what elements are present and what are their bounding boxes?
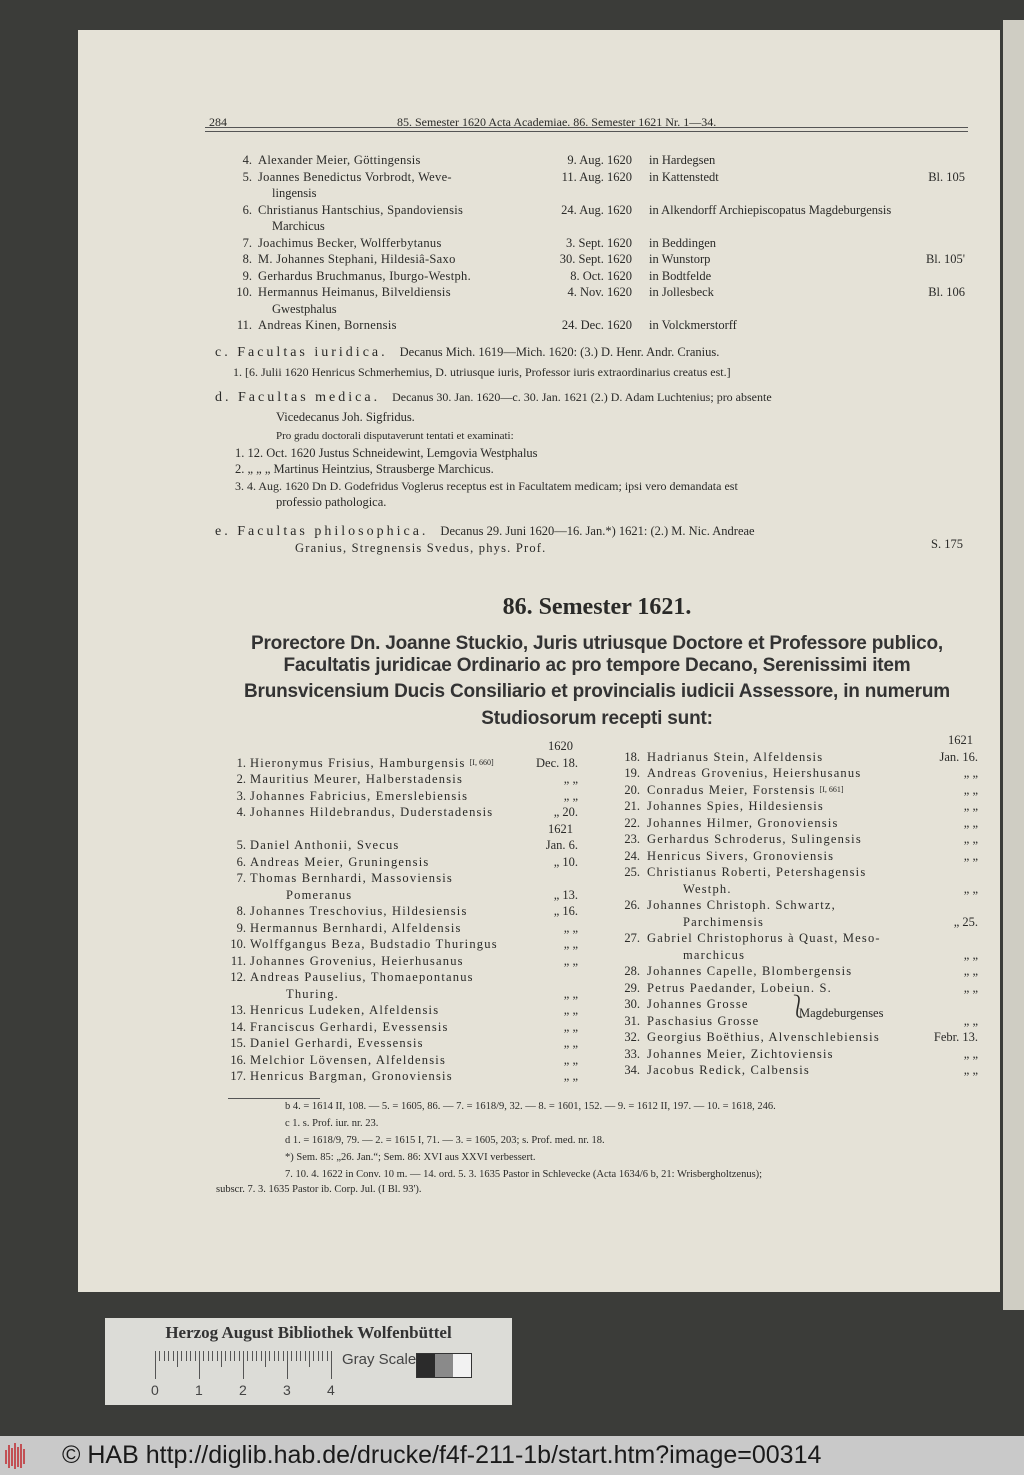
student-name: Johannes Grovenius, Heierhusanus (250, 953, 464, 968)
ruler-tick (318, 1351, 319, 1361)
student-number: 13. (230, 1003, 246, 1017)
student-name: Henricus Ludeken, Alfeldensis (250, 1003, 440, 1017)
student-date: Jan. 16. (939, 749, 978, 764)
student-name-wrap (647, 798, 824, 815)
student-name: Johannes Grosse (647, 997, 749, 1011)
ruler-tick (195, 1351, 196, 1361)
student-number: 3. (236, 788, 246, 803)
student-number: 20. (624, 782, 640, 797)
student-number: 8. (236, 904, 246, 918)
ruler-tick (309, 1351, 310, 1367)
student-name-wrap (647, 963, 852, 980)
ruler-tick (331, 1351, 332, 1379)
student-date: „ 16. (553, 904, 578, 918)
entry-place: in Jollesbeck (649, 285, 714, 299)
semester-subtitle: Studiosorum recepti sunt: (481, 708, 713, 729)
student-row (0, 1062, 1000, 1079)
entry-number: 9. (242, 268, 252, 283)
student-number: 15. (230, 1036, 246, 1050)
ruler-tick (252, 1351, 253, 1361)
student-name: Hadrianus Stein, Alfeldensis (647, 749, 824, 764)
list-item-continuation (0, 185, 1024, 202)
semester-subtitle: Brunsvicensium Ducis Consiliario et provincialis iudicii Assessore, in numerum (244, 681, 950, 702)
student-number: 19. (624, 766, 640, 780)
ruler-tick (291, 1351, 292, 1361)
footnote-line: *) Sem. 85: „26. Jan.“; Sem. 86: XVI aus XXVI verbessert. (285, 1152, 536, 1163)
ruler-tick (181, 1351, 182, 1361)
student-name: Petrus Paedander, Lobeiun. S. (647, 980, 832, 995)
student-date: „ „ (563, 772, 578, 786)
section-e-text: Decanus 29. Juni 1620—16. Jan.*) 1621: (2.) M. Nic. Andreae (440, 524, 755, 538)
student-number: 4. (236, 805, 246, 819)
ruler-tick (199, 1351, 200, 1379)
ruler-tick (283, 1351, 284, 1361)
ruler-tick (164, 1351, 165, 1361)
entry-name: Joachimus Becker, Wolfferbytanus (258, 235, 442, 250)
student-row (0, 963, 1000, 980)
list-item (0, 235, 1024, 252)
student-number: 18. (624, 749, 640, 764)
footnote-line: d 1. = 1618/9, 79. — 2. = 1615 I, 71. — 3. = 1605, 203; s. Prof. med. nr. 18. (285, 1135, 605, 1146)
student-row (0, 732, 1000, 749)
student-date: Febr. 13. (933, 1030, 978, 1044)
student-number: 21. (624, 799, 640, 813)
section-c-text: Decanus Mich. 1619—Mich. 1620: (3.) D. Henr. Andr. Cranius. (399, 345, 720, 359)
student-number: 5. (236, 838, 246, 852)
student-name: Daniel Anthonii, Svecus (250, 838, 400, 852)
student-date: „ „ (963, 782, 978, 797)
student-date: „ 10. (553, 854, 578, 869)
student-date: „ „ (963, 964, 978, 978)
ruler-tick (217, 1351, 218, 1361)
student-number: 10. (230, 937, 246, 951)
entry-ref: Bl. 106 (928, 285, 965, 299)
list-item-continuation (0, 218, 1024, 235)
student-row (0, 897, 1000, 914)
student-date: „ „ (963, 815, 978, 830)
section-e-text-cont: Granius, Stregnensis Svedus, phys. Prof. (295, 540, 547, 555)
student-name-wrap (647, 848, 834, 865)
entry-place: in Alkendorff Archiepiscopatus Magdeburgensis (649, 202, 892, 217)
entry-date: 24. Dec. 1620 (561, 318, 632, 332)
entry-number: 5. (242, 169, 252, 184)
ruler-tick (155, 1351, 156, 1379)
student-row (0, 1046, 1000, 1063)
ruler-tick (159, 1351, 160, 1361)
entry-number: 4. (242, 153, 252, 167)
student-number: 26. (624, 898, 640, 912)
student-number: 6. (236, 854, 246, 869)
student-number: 27. (624, 931, 640, 945)
footnote-line: b 4. = 1614 II, 108. — 5. = 1605, 86. — 7. = 1618/9, 32. — 8. = 1601, 152. — 9. = 1612 II, 197. — 10. = 1618, 246. (285, 1101, 776, 1112)
student-number: 14. (230, 1019, 246, 1034)
ruler-tick (327, 1351, 328, 1361)
student-number: 16. (230, 1052, 246, 1067)
student-name: Johannes Hilmer, Gronoviensis (647, 815, 839, 830)
ruler-tick (322, 1351, 323, 1361)
entry-place: in Hardegsen (649, 153, 716, 167)
entry-date: 9. Aug. 1620 (567, 153, 632, 167)
footnote-line: c 1. s. Prof. iur. nr. 23. (285, 1118, 379, 1129)
student-date: „ „ (563, 1036, 578, 1050)
student-name: Johannes Spies, Hildesiensis (647, 799, 824, 813)
student-name: Andreas Meier, Gruningensis (250, 854, 430, 869)
ruler-tick (243, 1351, 244, 1379)
student-name: Mauritius Meurer, Halberstadensis (250, 772, 464, 786)
ruler-tick (296, 1351, 297, 1361)
student-name: marchicus (683, 947, 746, 962)
student-name: Christianus Roberti, Petershagensis (647, 865, 867, 879)
student-name: Wolffgangus Beza, Budstadio Thuringus (250, 937, 498, 951)
entry-name-cont: lingensis (272, 186, 317, 200)
student-name-wrap (647, 815, 839, 832)
ruler-tick (208, 1351, 209, 1361)
scale-label: 4 (327, 1382, 335, 1398)
student-row (0, 831, 1000, 848)
student-date: „ „ (963, 881, 978, 896)
student-name: Hieronymus Frisius, Hamburgensis (250, 755, 466, 770)
entry-name-cont: Gwestphalus (272, 301, 337, 316)
student-row (0, 848, 1000, 865)
student-name-wrap (683, 914, 764, 931)
student-name: Hermannus Bernhardi, Alfeldensis (250, 920, 462, 935)
entry-name: Andreas Kinen, Bornensis (258, 318, 397, 332)
student-name: Gabriel Christophorus à Quast, Meso- (647, 931, 881, 945)
student-date: „ „ (963, 766, 978, 780)
section-d-subhead: Pro gradu doctorali disputaverunt tentati et examinati: (276, 430, 514, 442)
student-number: 23. (624, 832, 640, 846)
student-name: Andreas Grovenius, Heiershusanus (647, 766, 862, 780)
section-d-item-cont: professio pathologica. (276, 495, 387, 509)
student-date: Jan. 6. (545, 838, 578, 852)
section-b-list (0, 152, 1024, 334)
footnote-line: 7. 10. 4. 1622 in Conv. 10 m. — 14. ord. 5. 3. 1635 Pastor in Schlevecke (Acta 1634/6 b, 21: Wrisbergholtzenus); (285, 1169, 763, 1180)
student-name: Johannes Treschovius, Hildesiensis (250, 904, 468, 918)
student-name: Johannes Meier, Zichtoviensis (647, 1046, 834, 1061)
brace-mark: ⎱ (787, 993, 810, 1019)
student-name-wrap (683, 947, 745, 964)
student-name: Georgius Boëthius, Alvenschlebiensis (647, 1030, 880, 1044)
student-date: „ „ (563, 1019, 578, 1034)
student-row (0, 914, 1000, 931)
list-item (0, 152, 1024, 169)
student-name: Conradus Meier, Forstensis (647, 782, 816, 797)
student-number: 7. (236, 871, 246, 885)
entry-place: in Bodtfelde (649, 268, 712, 283)
list-item (0, 202, 1024, 219)
student-name-wrap (647, 1062, 810, 1079)
list-item (0, 284, 1024, 301)
ruler-tick (177, 1351, 178, 1367)
student-number: 12. (230, 970, 246, 984)
ruler-tick (269, 1351, 270, 1361)
student-name-wrap (647, 864, 866, 881)
student-number: 28. (624, 964, 640, 978)
student-name-wrap (647, 782, 844, 799)
student-name-wrap (647, 996, 749, 1013)
student-row (0, 930, 1000, 947)
ruler-tick (256, 1351, 257, 1361)
student-date: „ „ (563, 1052, 578, 1067)
entry-place: in Beddingen (649, 235, 717, 250)
student-date: „ 13. (553, 887, 578, 902)
student-row (0, 815, 1000, 832)
section-d-item: 2. „ „ „ Martinus Heintzius, Strausberge Marchicus. (235, 462, 494, 476)
ruler-tick (173, 1351, 174, 1361)
entry-number: 8. (242, 252, 252, 266)
student-number: 11. (230, 953, 246, 968)
section-e-ref: S. 175 (931, 536, 963, 551)
entry-place: in Volckmerstorff (649, 318, 737, 332)
scale-label: 0 (151, 1382, 159, 1398)
student-number: 1. (236, 755, 246, 770)
gray-scale-label: Gray Scale (342, 1351, 417, 1368)
entry-place: in Kattenstedt (649, 169, 719, 184)
semester-subtitle: Prorectore Dn. Joanne Stuckio, Juris utriusque Doctore et Professore publico, (251, 633, 943, 654)
section-d-text-cont: Vicedecanus Joh. Sigfridus. (276, 409, 415, 424)
student-name-wrap (647, 897, 836, 914)
footer-bar (0, 1436, 1024, 1475)
student-date: „ 20. (553, 805, 578, 819)
student-date: „ „ (563, 937, 578, 951)
entry-ref: Bl. 105 (928, 169, 965, 184)
student-number: 2. (236, 772, 246, 786)
student-number: 17. (230, 1069, 246, 1083)
student-number: 34. (624, 1063, 640, 1077)
entry-ref: Bl. 105' (925, 252, 965, 266)
student-name: Andreas Pauselius, Thomaepontanus (250, 970, 474, 984)
ruler-tick (247, 1351, 248, 1361)
footnote-rule (228, 1098, 320, 1099)
student-date: „ „ (563, 788, 578, 803)
library-color-card (105, 1318, 512, 1405)
entry-date: 30. Sept. 1620 (559, 252, 632, 266)
student-name: Paschasius Grosse (647, 1013, 760, 1028)
hab-logo-icon (4, 1442, 26, 1470)
student-row (0, 1029, 1000, 1046)
student-note: [I, 661] (819, 784, 844, 794)
ruler-tick (221, 1351, 222, 1367)
section-d-item: 1. 12. Oct. 1620 Justus Schneidewint, Lemgovia Westphalus (235, 445, 538, 460)
student-name-wrap (647, 930, 881, 947)
semester-subtitle: Facultatis juridicae Ordinario ac pro tempore Decano, Serenissimi item (283, 655, 911, 676)
student-date: „ „ (963, 1046, 978, 1061)
ruler-tick (230, 1351, 231, 1361)
student-date: „ „ (563, 953, 578, 968)
ruler-tick (212, 1351, 213, 1361)
library-name: Herzog August Bibliothek Wolfenbüttel (165, 1323, 452, 1342)
entry-name: Hermannus Heimanus, Bilveldiensis (258, 285, 451, 299)
list-item (0, 251, 1024, 268)
student-date: „ „ (563, 986, 578, 1001)
year-label: 1621 (948, 733, 973, 747)
section-d-title: d. Facultas medica. (215, 390, 381, 405)
entry-name-cont: Marchicus (272, 219, 325, 233)
gray-scale-swatch (416, 1353, 472, 1378)
student-number: 24. (624, 848, 640, 863)
student-row (0, 798, 1000, 815)
student-note: [I, 660] (469, 757, 494, 767)
entry-name: Joannes Benedictus Vorbrodt, Weve- (258, 169, 452, 184)
student-name-wrap (647, 1013, 759, 1030)
student-number: 30. (624, 997, 640, 1011)
student-number: 29. (624, 980, 640, 995)
student-name: Westph. (683, 881, 732, 896)
student-name: Jacobus Redick, Calbensis (647, 1063, 810, 1077)
footnote-line: subscr. 7. 3. 1635 Pastor ib. Corp. Jul. (I Bl. 93'). (216, 1184, 422, 1195)
ruler-tick (278, 1351, 279, 1361)
student-name: Pomeranus (286, 887, 353, 902)
section-d-item: 3. 4. Aug. 1620 Dn D. Godefridus Voglerus receptus est in Facultatem medicam; ipsi vero demandata est (235, 478, 738, 493)
section-e-title: e. Facultas philosophica. (215, 524, 429, 539)
scale-label: 2 (239, 1382, 247, 1398)
student-row (0, 980, 1000, 997)
student-row (0, 765, 1000, 782)
semester-heading: 86. Semester 1621. (502, 594, 692, 620)
student-date: „ „ (963, 848, 978, 863)
student-date: „ „ (563, 1003, 578, 1017)
student-name: Gerhardus Schroderus, Sulingensis (647, 832, 862, 846)
student-name: Parchimensis (683, 914, 765, 929)
ruler-tick (225, 1351, 226, 1361)
student-name: Henricus Sivers, Gronoviensis (647, 848, 835, 863)
student-name: Johannes Hildebrandus, Duderstadensis (250, 805, 494, 819)
student-name: Daniel Gerhardi, Evessensis (250, 1036, 424, 1050)
list-item-continuation (0, 301, 1024, 318)
student-row (0, 782, 1000, 799)
student-date: „ 25. (953, 914, 978, 929)
section-c-item: 1. [6. Julii 1620 Henricus Schmerhemius, D. utriusque iuris, Professor iuris extraordinarius creatus est.] (233, 364, 731, 379)
entry-name: M. Johannes Stephani, Hildesiâ-Saxo (258, 252, 456, 266)
entry-date: 3. Sept. 1620 (566, 235, 632, 250)
student-number: 9. (236, 920, 246, 935)
copyright-url: © HAB http://diglib.hab.de/drucke/f4f-211-1b/start.htm?image=00314 (62, 1441, 822, 1469)
student-name: Thuring. (286, 986, 339, 1001)
entry-number: 6. (242, 202, 252, 217)
student-row (0, 864, 1000, 881)
student-date: „ „ (963, 980, 978, 995)
list-item (0, 268, 1024, 285)
brace-label: Magdeburgenses (799, 1005, 884, 1020)
student-row (0, 947, 1000, 964)
entry-date: 8. Oct. 1620 (570, 268, 632, 283)
year-label: 1620 (548, 739, 573, 753)
student-date: „ „ (563, 1069, 578, 1083)
student-name: Franciscus Gerhardi, Evessensis (250, 1019, 449, 1034)
ruler-tick (234, 1351, 235, 1361)
scale-label: 3 (283, 1382, 291, 1398)
student-date: „ „ (563, 920, 578, 935)
ruler-tick (287, 1351, 288, 1379)
scale-label: 1 (195, 1382, 203, 1398)
student-name: Henricus Bargman, Gronoviensis (250, 1069, 453, 1083)
student-name: Johannes Capelle, Blombergensis (647, 964, 853, 978)
ruler-tick (313, 1351, 314, 1361)
ruler-tick (261, 1351, 262, 1361)
header-rule-2 (205, 131, 968, 132)
student-date: Dec. 18. (536, 755, 578, 770)
entry-name: Gerhardus Bruchmanus, Iburgo-Westph. (258, 268, 471, 283)
entry-number: 7. (242, 235, 252, 250)
section-d-text: Decanus 30. Jan. 1620—c. 30. Jan. 1621 (2.) D. Adam Luchtenius; pro absente (392, 390, 772, 404)
entry-place: in Wunstorp (649, 252, 711, 266)
student-number: 25. (624, 865, 640, 879)
student-date: „ „ (963, 1063, 978, 1077)
ruler-tick (190, 1351, 191, 1361)
ruler-tick (239, 1351, 240, 1361)
student-row (0, 749, 1000, 766)
student-name: Thomas Bernhardi, Massoviensis (250, 871, 453, 885)
entry-date: 4. Nov. 1620 (567, 285, 632, 299)
student-row (0, 881, 1000, 898)
students-right-column (0, 732, 1000, 1079)
year-label: 1621 (548, 821, 573, 836)
ruler-tick (274, 1351, 275, 1361)
student-name-wrap (647, 831, 862, 848)
entry-name: Alexander Meier, Göttingensis (258, 153, 421, 167)
entry-number: 10. (236, 285, 252, 299)
ruler-tick (305, 1351, 306, 1361)
page-number: 284 (209, 115, 227, 129)
student-name-wrap (683, 881, 732, 898)
student-name: Johannes Christoph. Schwartz, (647, 898, 836, 912)
ruler-tick (168, 1351, 169, 1361)
ruler-tick (265, 1351, 266, 1367)
student-number: 33. (624, 1046, 640, 1061)
student-date: „ „ (963, 799, 978, 813)
student-name-wrap (647, 1029, 880, 1046)
student-name-wrap (647, 1046, 834, 1063)
student-number: 31. (624, 1013, 640, 1028)
student-number: 22. (624, 815, 640, 830)
ruler-tick (203, 1351, 204, 1361)
student-date: „ „ (963, 1013, 978, 1028)
student-name: Johannes Fabricius, Emerslebiensis (250, 788, 469, 803)
list-item (0, 169, 1024, 186)
student-name: Melchior Lövensen, Alfeldensis (250, 1052, 447, 1067)
list-item (0, 317, 1024, 334)
entry-name: Christianus Hantschius, Spandoviensis (258, 202, 464, 217)
student-number: 32. (624, 1030, 640, 1044)
entry-number: 11. (236, 318, 252, 332)
entry-date: 11. Aug. 1620 (561, 169, 632, 184)
ruler-tick (186, 1351, 187, 1361)
student-date: „ „ (963, 947, 978, 962)
running-title: 85. Semester 1620 Acta Academiae. 86. Semester 1621 Nr. 1—34. (397, 115, 717, 129)
section-c-title: c. Facultas iuridica. (215, 345, 388, 360)
entry-date: 24. Aug. 1620 (561, 202, 632, 217)
student-name-wrap (647, 765, 861, 782)
student-date: „ „ (963, 832, 978, 846)
student-name-wrap (647, 749, 823, 766)
header-rule (205, 127, 968, 128)
ruler-tick (300, 1351, 301, 1361)
